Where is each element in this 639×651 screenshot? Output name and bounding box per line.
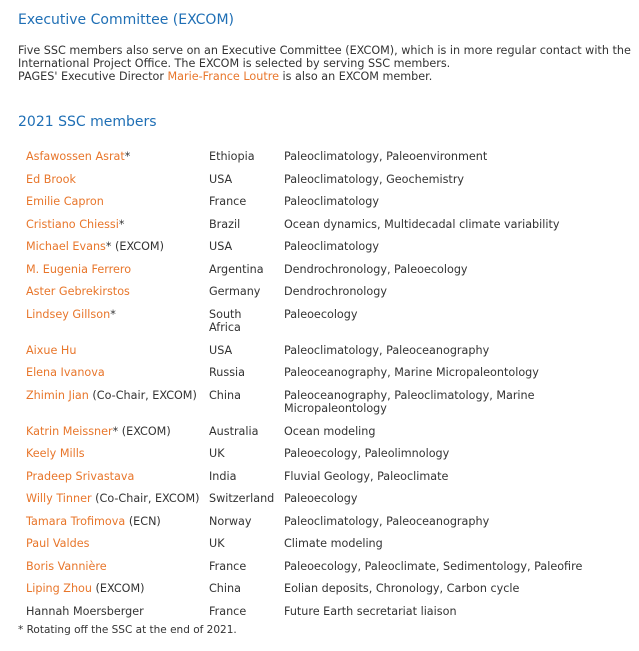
excom-heading: Executive Committee (EXCOM) [18, 12, 234, 28]
member-field: Paleoecology, Paleoclimate, Sedimentology, Paleofire [284, 559, 583, 573]
member-field: Ocean modeling [284, 424, 376, 438]
member-name-link[interactable]: Lindsey Gillson [26, 307, 111, 321]
table-row [22, 259, 618, 282]
table-row [22, 511, 618, 534]
member-name-link[interactable]: Zhimin Jian [26, 388, 89, 402]
member-country: UK [209, 447, 225, 460]
member-name-cell [22, 304, 205, 340]
table-row [22, 304, 618, 340]
table-row [22, 191, 618, 214]
member-field: Paleoceanography, Marine Micropaleontology [284, 366, 539, 379]
table-row [22, 578, 618, 601]
member-name-link[interactable]: Aster Gebrekirstos [26, 285, 130, 298]
member-note: (ECN) [125, 514, 161, 528]
member-field: Eolian deposits, Chronology, Carbon cycle [284, 582, 520, 595]
member-field: Fluvial Geology, Paleoclimate [284, 469, 449, 483]
member-name-cell [22, 443, 205, 466]
member-country: France [209, 559, 247, 573]
member-field: Paleoecology [284, 307, 358, 321]
member-name-cell [22, 488, 205, 511]
member-name-link[interactable]: Michael Evans [26, 240, 106, 253]
member-name-link[interactable]: Cristiano Chiessi [26, 217, 119, 231]
table-row [22, 556, 618, 579]
member-field: Paleoclimatology, Paleoenvironment [284, 150, 488, 163]
member-name-cell [22, 214, 205, 237]
ssc-members-table [22, 146, 618, 623]
table-row [22, 443, 618, 466]
member-field: Paleoecology, Paleolimnology [284, 447, 450, 460]
table-row [22, 533, 618, 556]
member-name-link[interactable]: Katrin Meissner [26, 424, 113, 438]
member-name-cell [22, 385, 205, 421]
member-note: (Co-Chair, EXCOM) [91, 492, 200, 505]
member-name-link[interactable]: M. Eugenia Ferrero [26, 262, 132, 276]
member-country: South Africa [209, 307, 242, 334]
member-field: Paleoclimatology [284, 195, 379, 208]
member-country: USA [209, 343, 233, 357]
table-row [22, 214, 618, 237]
member-name-link[interactable]: Liping Zhou [26, 582, 92, 595]
member-country: Russia [209, 366, 245, 379]
member-name-cell [22, 259, 205, 282]
member-name-link[interactable]: Elena Ivanova [26, 366, 105, 379]
table-row [22, 466, 618, 489]
member-name-cell [22, 421, 205, 444]
table-row [22, 340, 618, 363]
member-field: Future Earth secretariat liaison [284, 604, 457, 618]
member-country: Germany [209, 285, 261, 298]
member-name-link[interactable]: Aixue Hu [26, 343, 77, 357]
member-name-link[interactable]: Asfawossen Asrat [26, 150, 125, 163]
table-row [22, 421, 618, 444]
member-field: Paleoclimatology, Geochemistry [284, 172, 465, 186]
member-field: Ocean dynamics, Multidecadal climate variability [284, 217, 560, 231]
table-row [22, 169, 618, 192]
member-name-cell [22, 281, 205, 304]
member-field: Paleoceanography, Paleoclimatology, Marine Micropaleontology [284, 388, 535, 415]
member-name-link[interactable]: Boris Vannière [26, 559, 107, 573]
table-row [22, 385, 618, 421]
member-name-cell [22, 578, 205, 601]
executive-director-link[interactable]: Marie-France Loutre [167, 70, 279, 83]
ssc-heading: 2021 SSC members [18, 114, 157, 130]
member-note: * (EXCOM) [112, 424, 171, 438]
member-name-cell [22, 362, 205, 385]
footnote: * Rotating off the SSC at the end of 2021. [18, 624, 237, 636]
member-name-link[interactable]: Emilie Capron [26, 195, 104, 208]
member-note: * [110, 307, 116, 321]
table-row [22, 146, 618, 169]
member-field: Climate modeling [284, 537, 383, 550]
member-country: China [209, 582, 241, 595]
member-name-cell [22, 466, 205, 489]
member-country: France [209, 195, 247, 208]
member-field: Dendrochronology [284, 285, 387, 298]
member-country: Switzerland [209, 492, 275, 505]
table-row [22, 601, 618, 624]
member-name-cell [22, 169, 205, 192]
member-name: Hannah Moersberger [26, 604, 144, 618]
member-note: * [124, 150, 131, 163]
member-country: India [209, 469, 237, 483]
member-name-link[interactable]: Tamara Trofimova [26, 514, 126, 528]
member-note: * [118, 217, 125, 231]
excom-intro-line1: Five SSC members also serve on an Executive Committee (EXCOM), which is in more regular contact with the [18, 44, 631, 57]
member-country: Norway [209, 514, 252, 528]
table-row [22, 281, 618, 304]
member-field: Paleoclimatology, Paleoceanography [284, 514, 490, 528]
member-name-link[interactable]: Ed Brook [26, 172, 76, 186]
member-name-cell [22, 191, 205, 214]
member-country: Brazil [209, 217, 241, 231]
member-field: Paleoecology [284, 492, 358, 505]
member-country: USA [209, 240, 233, 253]
member-name-cell [22, 556, 205, 579]
member-name-cell [22, 511, 205, 534]
member-country: Ethiopia [209, 150, 255, 163]
member-country: USA [209, 172, 233, 186]
member-name-cell [22, 601, 205, 624]
member-name-cell [22, 533, 205, 556]
member-note: (EXCOM) [92, 582, 145, 595]
member-note: * (EXCOM) [105, 240, 164, 253]
member-field: Dendrochronology, Paleoecology [284, 262, 468, 276]
table-row [22, 362, 618, 385]
excom-intro-line3-post: is also an EXCOM member. [278, 70, 433, 83]
table-row [22, 236, 618, 259]
member-country: Argentina [209, 262, 264, 276]
member-name-cell [22, 236, 205, 259]
member-country: France [209, 604, 247, 618]
member-name-cell [22, 146, 205, 169]
member-country: UK [209, 537, 225, 550]
member-name-link[interactable]: Willy Tinner [26, 492, 92, 505]
excom-intro-line2: International Project Office. The EXCOM is selected by serving SSC members. [18, 57, 451, 70]
table-row [22, 488, 618, 511]
member-field: Paleoclimatology, Paleoceanography [284, 343, 490, 357]
member-name-link[interactable]: Pradeep Srivastava [26, 469, 135, 483]
excom-intro-line3 [18, 70, 636, 83]
member-country: China [209, 388, 241, 402]
member-country: Australia [209, 424, 259, 438]
member-note: (Co-Chair, EXCOM) [88, 388, 197, 402]
member-name-link[interactable]: Paul Valdes [26, 537, 90, 550]
member-name-cell [22, 340, 205, 363]
member-field: Paleoclimatology [284, 240, 379, 253]
excom-intro-line3-pre: PAGES' Executive Director [18, 70, 168, 83]
member-name-link[interactable]: Keely Mills [26, 447, 85, 460]
excom-intro [18, 44, 636, 83]
